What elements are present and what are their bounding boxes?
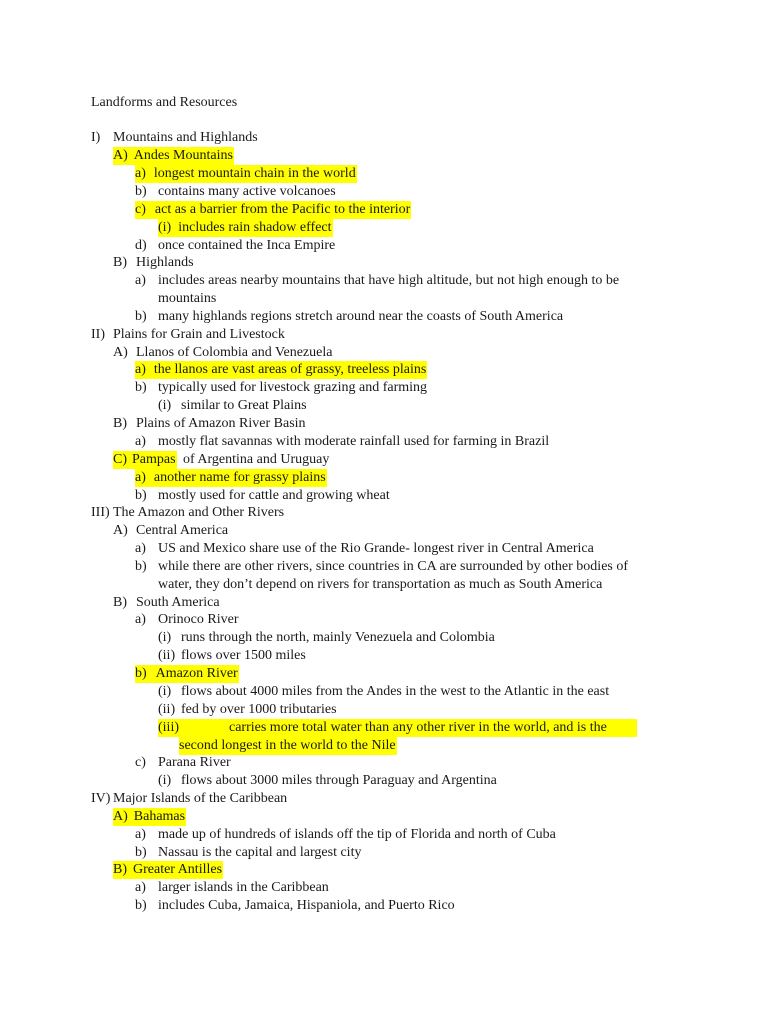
highlighted-item: [135, 469, 327, 487]
section-title: Mountains and Highlands: [113, 130, 258, 145]
list-item: [0, 469, 768, 487]
item-text: while there are other rivers, since countries in CA are surrounded by other bodies of: [158, 559, 629, 574]
list-item: [0, 558, 768, 576]
list-item: [0, 754, 768, 772]
list-item: [0, 379, 768, 397]
section-heading: [0, 326, 768, 344]
sub-item-marker: (iii): [158, 720, 179, 735]
sub-item-text: similar to Great Plains: [181, 398, 307, 413]
subsection-heading: [0, 522, 768, 540]
item-text: Parana River: [158, 755, 231, 770]
subsection-marker: A): [113, 523, 128, 538]
list-item: [0, 540, 768, 558]
sub-item: [0, 719, 768, 737]
sub-item-marker: (i): [158, 684, 172, 699]
list-item: [0, 433, 768, 451]
sub-item-text: flows over 1500 miles: [181, 648, 306, 663]
item-marker: a): [135, 166, 146, 181]
item-marker: c): [135, 202, 146, 217]
item-text: includes Cuba, Jamaica, Hispaniola, and Puerto Rico: [158, 898, 455, 913]
sub-item-marker: (i): [158, 773, 172, 788]
sub-item: [0, 397, 768, 415]
item-marker: b): [135, 184, 147, 199]
section-title: Plains for Grain and Livestock: [113, 327, 285, 342]
subsection-marker: A): [113, 148, 128, 163]
sub-item: [0, 647, 768, 665]
sub-item-marker: (i): [158, 220, 172, 235]
section-title: The Amazon and Other Rivers: [113, 505, 285, 520]
subsection-marker: C): [113, 452, 127, 467]
sub-item-marker: (ii): [158, 702, 176, 717]
item-text-continuation: water, they don’t depend on rivers for transportation as much as South America: [158, 577, 603, 592]
list-item: [0, 665, 768, 683]
item-text: includes areas nearby mountains that have high altitude, but not high enough to be: [158, 273, 620, 288]
item-text: US and Mexico share use of the Rio Grande- longest river in Central America: [158, 541, 594, 556]
document-title: [0, 94, 768, 112]
item-marker: a): [135, 827, 146, 842]
sub-item: [0, 683, 768, 701]
sub-item-marker: (i): [158, 630, 172, 645]
list-item-continuation: [0, 576, 768, 594]
sub-item-text: includes rain shadow effect: [178, 220, 332, 235]
list-item: [0, 844, 768, 862]
subsection-title: Greater Antilles: [133, 862, 223, 877]
section-heading: [0, 790, 768, 808]
item-marker: b): [135, 845, 147, 860]
item-marker: b): [135, 898, 147, 913]
highlighted-subsection: [113, 451, 177, 469]
highlighted-item: [135, 665, 239, 683]
item-text-continuation: mountains: [158, 291, 217, 306]
subsection-title: Central America: [136, 523, 229, 538]
list-item: [0, 237, 768, 255]
title-text: Landforms and Resources: [91, 95, 238, 110]
subsection-heading: [0, 415, 768, 433]
sub-item-marker: (i): [158, 398, 172, 413]
item-text: contains many active volcanoes: [158, 184, 336, 199]
item-text: act as a barrier from the Pacific to the interior: [154, 202, 411, 217]
list-item-continuation: [0, 290, 768, 308]
item-text: once contained the Inca Empire: [158, 238, 336, 253]
sub-item-text: runs through the north, mainly Venezuela and Colombia: [181, 630, 495, 645]
subsection-title-rest: of Argentina and Uruguay: [183, 452, 330, 467]
sub-item: [0, 629, 768, 647]
section-marker: II): [91, 327, 105, 342]
item-text: another name for grassy plains: [153, 470, 326, 485]
sub-item-text: fed by over 1000 tributaries: [181, 702, 337, 717]
item-text: Orinoco River: [158, 612, 239, 627]
section-heading: [0, 504, 768, 522]
item-text: mostly used for cattle and growing wheat: [158, 488, 390, 503]
section-marker: IV): [91, 791, 111, 806]
subsection-heading: [0, 254, 768, 272]
subsection-marker: B): [113, 416, 127, 431]
highlighted-sub-item: [158, 219, 333, 237]
item-text: mostly flat savannas with moderate rainfall used for farming in Brazil: [158, 434, 550, 449]
item-marker: b): [135, 488, 147, 503]
subsection-title: Highlands: [136, 255, 194, 270]
sub-item-marker: (ii): [158, 648, 176, 663]
subsection-marker: A): [113, 345, 128, 360]
item-text: Amazon River: [155, 666, 238, 681]
subsection-title: South America: [136, 595, 220, 610]
section-title: Major Islands of the Caribbean: [113, 791, 288, 806]
subsection-heading: [0, 808, 768, 826]
item-marker: a): [135, 273, 146, 288]
subsection-marker: B): [113, 255, 127, 270]
item-text: Nassau is the capital and largest city: [158, 845, 362, 860]
highlighted-item: [135, 201, 411, 219]
section-heading: [0, 129, 768, 147]
item-marker: a): [135, 880, 146, 895]
item-marker: c): [135, 755, 146, 770]
section-marker: I): [91, 130, 101, 145]
sub-item-text: flows about 3000 miles through Paraguay and Argentina: [181, 773, 497, 788]
subsection-marker: B): [113, 595, 127, 610]
sub-item: [0, 219, 768, 237]
item-text: made up of hundreds of islands off the tip of Florida and north of Cuba: [158, 827, 556, 842]
list-item: [0, 272, 768, 290]
item-marker: a): [135, 362, 146, 377]
section-marker: III): [91, 505, 110, 520]
highlighted-item: [135, 165, 357, 183]
list-item: [0, 897, 768, 915]
list-item: [0, 826, 768, 844]
list-item: [0, 165, 768, 183]
sub-item-text: flows about 4000 miles from the Andes in the west to the Atlantic in the east: [181, 684, 610, 699]
subsection-marker: A): [113, 809, 128, 824]
sub-item-text-continuation: second longest in the world to the Nile: [179, 738, 396, 753]
sub-item-continuation: [0, 737, 768, 755]
subsection-heading: [0, 344, 768, 362]
sub-item-text: carries more total water than any other river in the world, and is the: [229, 720, 607, 735]
item-text: typically used for livestock grazing and farming: [158, 380, 428, 395]
subsection-title: Llanos of Colombia and Venezuela: [136, 345, 333, 360]
subsection-title: Bahamas: [133, 809, 186, 824]
highlighted-subsection: [113, 147, 234, 165]
item-marker: b): [135, 559, 147, 574]
list-item: [0, 361, 768, 379]
sub-item: [0, 701, 768, 719]
item-marker: a): [135, 612, 146, 627]
sub-item: [0, 772, 768, 790]
item-marker: b): [135, 309, 147, 324]
item-text: the llanos are vast areas of grassy, treeless plains: [153, 362, 427, 377]
subsection-heading: [0, 451, 768, 469]
list-item: [0, 201, 768, 219]
list-item: [0, 487, 768, 505]
list-item: [0, 308, 768, 326]
subsection-marker: B): [113, 862, 127, 877]
subsection-heading: [0, 861, 768, 879]
subsection-heading: [0, 147, 768, 165]
highlighted-subsection: [113, 808, 186, 826]
item-text: larger islands in the Caribbean: [158, 880, 329, 895]
item-marker: a): [135, 434, 146, 449]
list-item: [0, 183, 768, 201]
list-item: [0, 879, 768, 897]
subsection-title: Pampas: [132, 452, 176, 467]
item-marker: b): [135, 666, 147, 681]
item-text: longest mountain chain in the world: [153, 166, 356, 181]
item-marker: a): [135, 470, 146, 485]
subsection-title: Andes Mountains: [133, 148, 233, 163]
item-marker: d): [135, 238, 147, 253]
item-text: many highlands regions stretch around near the coasts of South America: [158, 309, 564, 324]
item-marker: b): [135, 380, 147, 395]
item-marker: a): [135, 541, 146, 556]
highlighted-item: [135, 361, 427, 379]
subsection-title: Plains of Amazon River Basin: [136, 416, 306, 431]
highlighted-subsection: [113, 861, 223, 879]
list-item: [0, 611, 768, 629]
subsection-heading: [0, 594, 768, 612]
